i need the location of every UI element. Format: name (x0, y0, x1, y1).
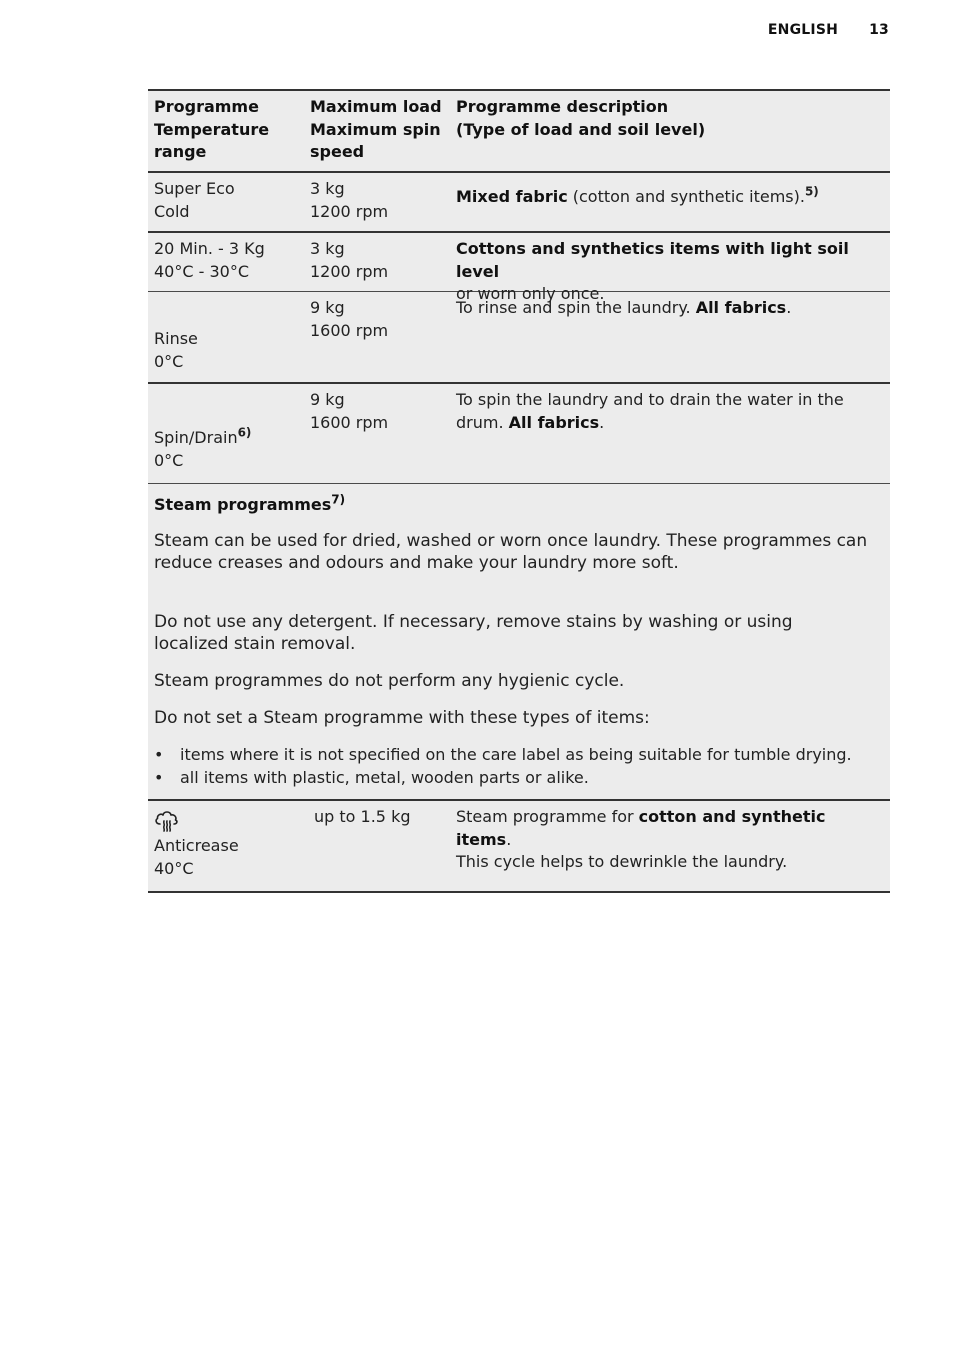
page-number: 13 (869, 22, 889, 38)
steam-paragraph: Do not set a Steam programme with these types of items: (154, 708, 650, 728)
load-cell (304, 233, 450, 291)
max-spin: 1600 rpm (310, 412, 389, 432)
programme-cell (148, 384, 304, 483)
header-line: (Type of load and soil level) (456, 119, 706, 139)
column-header-programme (148, 91, 304, 171)
description-bold: Mixed fabric (456, 187, 568, 206)
table-row-anticrease (148, 801, 890, 893)
programme-name: Spin/Drain (154, 428, 238, 447)
header-line: Programme (154, 97, 259, 116)
description-text: (cotton and synthetic items). (567, 187, 805, 206)
programme-name: Anticrease (154, 836, 239, 855)
programme-cell (148, 801, 304, 891)
footnote-marker: 5) (804, 184, 819, 199)
programme-cell (148, 173, 304, 231)
description-text: or worn only once. (456, 284, 605, 303)
description-cell (450, 233, 890, 303)
temperature-range: Cold (154, 201, 190, 221)
programme-table (148, 89, 890, 893)
footnote-marker: 6) (237, 425, 252, 440)
max-spin: 1600 rpm (310, 320, 389, 340)
description-text: To rinse and spin the laundry. (456, 298, 696, 317)
max-load: 3 kg (310, 239, 345, 258)
header-line: Maximum spin (310, 119, 441, 139)
load-cell (304, 384, 450, 483)
table-row-rinse (148, 292, 890, 384)
max-load: 9 kg (310, 390, 345, 409)
footnote-marker: 7) (331, 492, 346, 507)
description-end: . (786, 298, 792, 317)
header-line: range (154, 142, 207, 161)
header-line: Programme description (456, 97, 669, 116)
temperature-range: 40°C (154, 858, 194, 878)
table-row-20-min (148, 233, 890, 303)
max-load: up to 1.5 kg (314, 807, 411, 826)
description-bold: All fabrics (508, 412, 600, 432)
table-row-spin-drain (148, 384, 890, 484)
description-bold: Cottons and synthetics items with light soil level (456, 239, 849, 281)
max-load: 3 kg (310, 179, 345, 198)
steam-programmes-section (148, 484, 890, 801)
description-bold: All fabrics (695, 298, 787, 317)
programme-name: 20 Min. - 3 Kg (154, 239, 265, 258)
list-item: • all items with plastic, metal, wooden parts or alike. (154, 766, 872, 789)
page-header (768, 22, 889, 38)
max-spin: 1200 rpm (310, 201, 389, 221)
table-header-row (148, 89, 890, 173)
programme-cell (148, 292, 304, 382)
temperature-range: 0°C (154, 450, 184, 470)
description-cell (450, 384, 890, 483)
description-line: This cycle helps to dewrinkle the laundry. (456, 852, 788, 871)
temperature-range: 0°C (154, 351, 184, 371)
temperature-range: 40°C - 30°C (154, 261, 250, 281)
steam-paragraph: Steam programmes do not perform any hygienic cycle. (154, 671, 625, 691)
steam-title-text: Steam programmes (154, 495, 332, 514)
list-item: • items where it is not specified on the care label as being suitable for tumble drying. (154, 743, 872, 766)
description-text: To spin the laundry and to drain the water in the drum. (456, 390, 844, 432)
description-text: Steam programme for (456, 807, 639, 826)
header-line: Temperature (154, 119, 270, 139)
description-end: . (599, 412, 605, 432)
description-cell (450, 801, 890, 891)
steam-paragraph: Steam can be used for dried, washed or worn once laundry. These programmes can reduce creases and odours and make your laundry more soft. (154, 531, 868, 573)
steam-title (154, 494, 872, 516)
load-cell (304, 801, 450, 891)
steam-bullet-list (154, 743, 872, 789)
description-end: . (506, 829, 512, 849)
description-cell (450, 292, 890, 382)
programme-name: Rinse (154, 329, 198, 348)
max-spin: 1200 rpm (310, 261, 389, 281)
table-row-super-eco (148, 173, 890, 233)
language-label: ENGLISH (767, 22, 839, 38)
description-cell (450, 173, 890, 231)
programme-name: Super Eco (154, 179, 235, 198)
description-bold: cotton and synthetic items (456, 807, 826, 849)
column-header-load (304, 91, 450, 171)
header-line: speed (310, 142, 365, 161)
steam-icon (154, 809, 180, 833)
load-cell (304, 173, 450, 231)
load-cell (304, 292, 450, 382)
steam-paragraph: Do not use any detergent. If necessary, remove stains by washing or using localized stain removal. (154, 612, 793, 654)
max-load: 9 kg (310, 298, 345, 317)
header-line: Maximum load (310, 97, 442, 116)
programme-cell (148, 233, 304, 291)
column-header-description (450, 91, 890, 171)
